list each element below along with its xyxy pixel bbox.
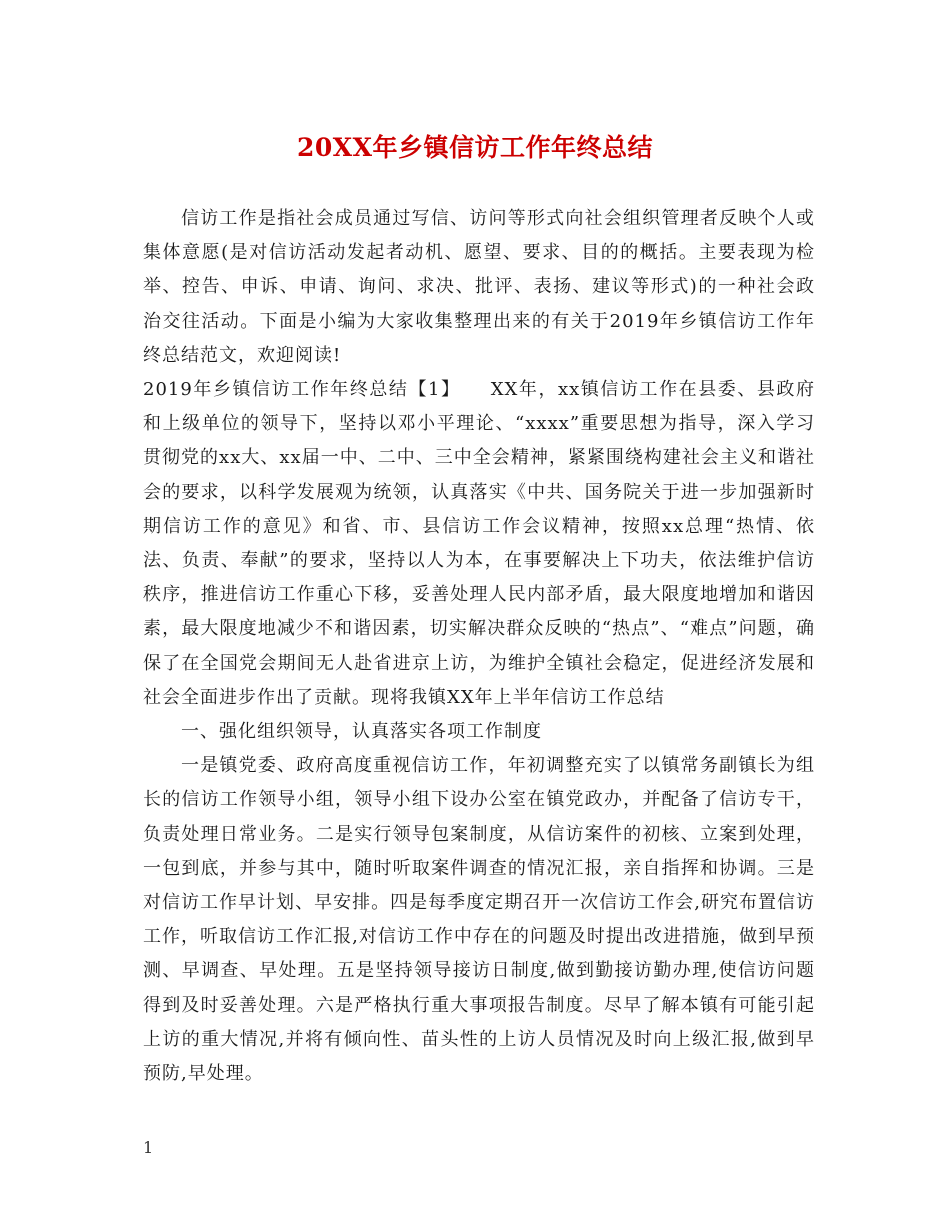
section-heading: 一、强化组织领导，认真落实各项工作制度 bbox=[181, 721, 542, 743]
section-paragraph: 一是镇党委、政府高度重视信访工作，年初调整充实了以镇常务副镇长为组长的信访工作领导小组，领导小组下设办公室在镇党政办，并配备了信访专干，负责处理日常业务。二是实行领导包案制度，从信访案件的初核、立案到处理，一包到底，并参与其中，随时听取案件调查的情况汇报，亲自指挥和协调。三是对信访工作早计划、早安排。四是每季度定期召开一次信访工作会,研究布置信访工作，听取信访工作汇报,对信访工作中存在的问题及时提出改进措施，做到早预测、早调查、早处理。五是坚持领导接访日制度,做到勤接访勤办理,使信访问题得到及时妥善处理。六是严格执行重大事项报告制度。尽早了解本镇有可能引起上访的重大情况,并将有倾向性、苗头性的上访人员情况及时向上级汇报,做到早预防,早处理。 bbox=[143, 755, 815, 1085]
summary-paragraph: 2019年乡镇信访工作年终总结【1】 XX年，xx镇信访工作在县委、县政府和上级单位的领导下，坚持以邓小平理论、“xxxx”重要思想为指导，深入学习贯彻党的xx大、xx届一中、二中、三中全会精神，紧紧围绕构建社会主义和谐社会的要求，以科学发展观为统领，认真落实《中共、国务院关于进一步加强新时期信访工作的意见》和省、市、县信访工作会议精神，按照xx总理“热情、依法、负责、奉献”的要求，坚持以人为本，在事要解决上下功夫，依法维护信访秩序，推进信访工作重心下移，妥善处理人民内部矛盾，最大限度地增加和谐因素，最大限度地减少不和谐因素，切实解决群众反映的“热点”、“难点”问题，确保了在全国党会期间无人赴省进京上访，为维护全镇社会稳定，促进经济发展和社会全面进步作出了贡献。现将我镇XX年上半年信访工作总结 bbox=[143, 379, 815, 708]
document-title: 20XX年乡镇信访工作年终总结 bbox=[296, 133, 654, 162]
intro-paragraph: 信访工作是指社会成员通过写信、访问等形式向社会组织管理者反映个人或集体意愿(是对信访活动发起者动机、愿望、要求、目的的概括。主要表现为检举、控告、申诉、申请、询问、求决、批评、表扬、建议等形式)的一种社会政治交往活动。下面是小编为大家收集整理出来的有关于2019年乡镇信访工作年终总结范文，欢迎阅读! bbox=[143, 208, 815, 366]
document-body bbox=[143, 202, 815, 1091]
page-number: 1 bbox=[143, 1138, 154, 1157]
